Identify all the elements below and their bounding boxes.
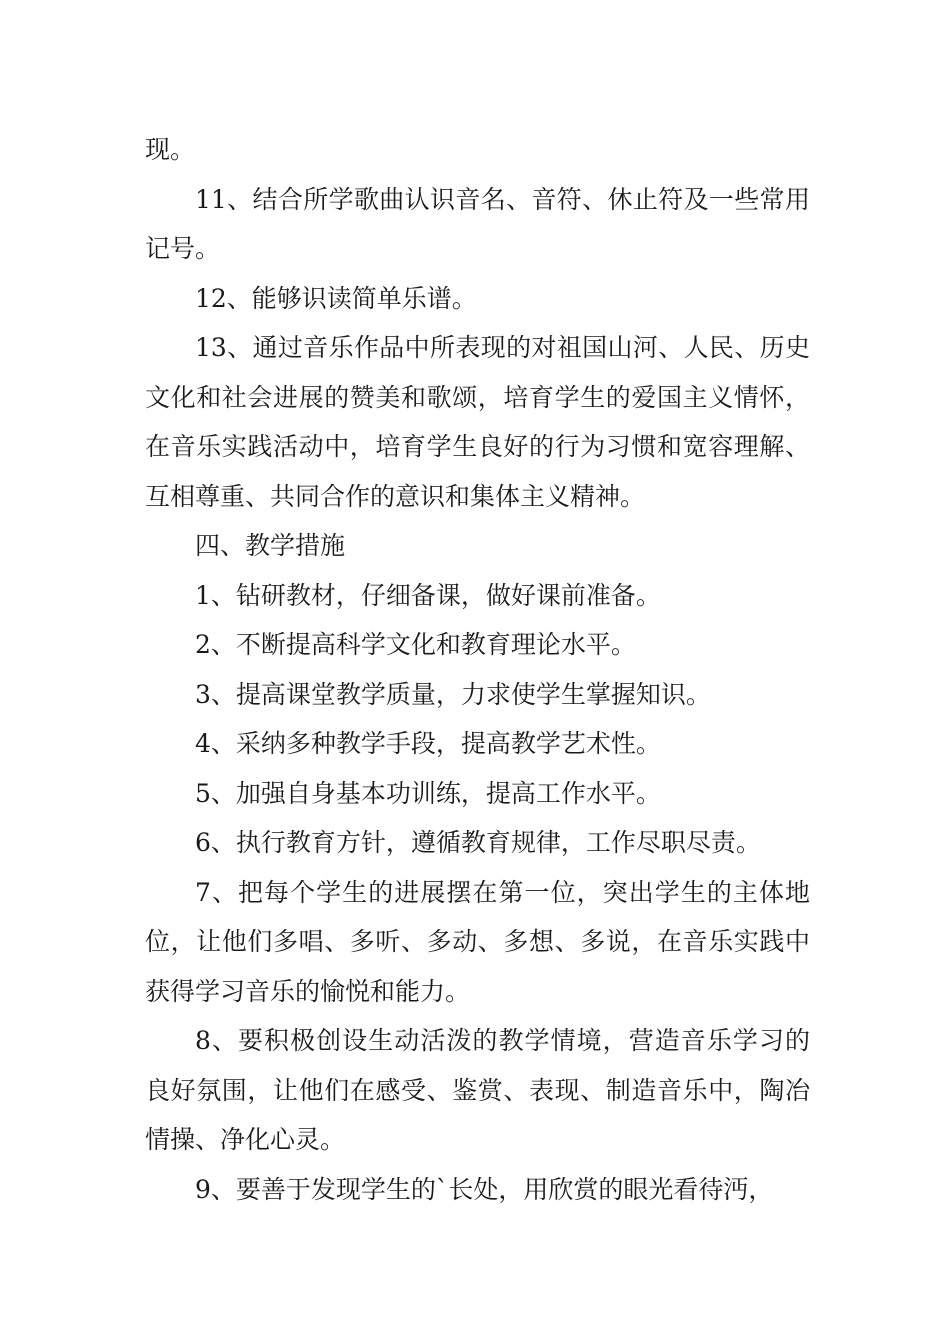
- paragraph-measure-6: 6、执行教育方针，遵循教育规律，工作尽职尽责。: [195, 828, 761, 857]
- paragraph-item-11: 11、结合所学歌曲认识音名、音符、休止符及一些常用记号。: [145, 184, 810, 263]
- paragraph-continuation: 现。: [145, 135, 196, 164]
- paragraph-item-12: 12、能够识读简单乐谱。: [195, 283, 477, 313]
- paragraph-measure-2: 2、不断提高科学文化和教育理论水平。: [195, 630, 636, 659]
- paragraph-measure-3: 3、提高课堂教学质量，力求使学生掌握知识。: [195, 679, 711, 709]
- paragraph-measure-4: 4、采纳多种教学手段，提高教学艺术性。: [195, 729, 661, 758]
- paragraph-measure-1: 1、钻研教材，仔细备课，做好课前准备。: [195, 580, 661, 610]
- paragraph-measure-5: 5、加强自身基本功训练，提高工作水平。: [195, 778, 661, 808]
- paragraph-item-13: 13、通过音乐作品中所表现的对祖国山河、人民、历史文化和社会进展的赞美和歌颂，培育学生的爱国主义情怀，在音乐实践活动中，培育学生良好的行为习惯和宽容理解、互相尊重、共同合作的意识和集体主义精神。: [145, 333, 810, 511]
- paragraph-measure-8: 8、要积极创设生动活泼的教学情境，营造音乐学习的良好氛围，让他们在感受、鉴赏、表现、制造音乐中，陶冶情操、净化心灵。: [145, 1026, 810, 1154]
- paragraph-measure-7: 7、把每个学生的进展摆在第一位，突出学生的主体地位，让他们多唱、多听、多动、多想、多说，在音乐实践中获得学习音乐的愉悦和能力。: [145, 877, 810, 1006]
- section-heading-teaching-measures: 四、教学措施: [195, 531, 346, 560]
- paragraph-measure-9: 9、要善于发现学生的`长处，用欣赏的眼光看待沔，: [195, 1174, 774, 1204]
- document-body: [145, 125, 810, 1214]
